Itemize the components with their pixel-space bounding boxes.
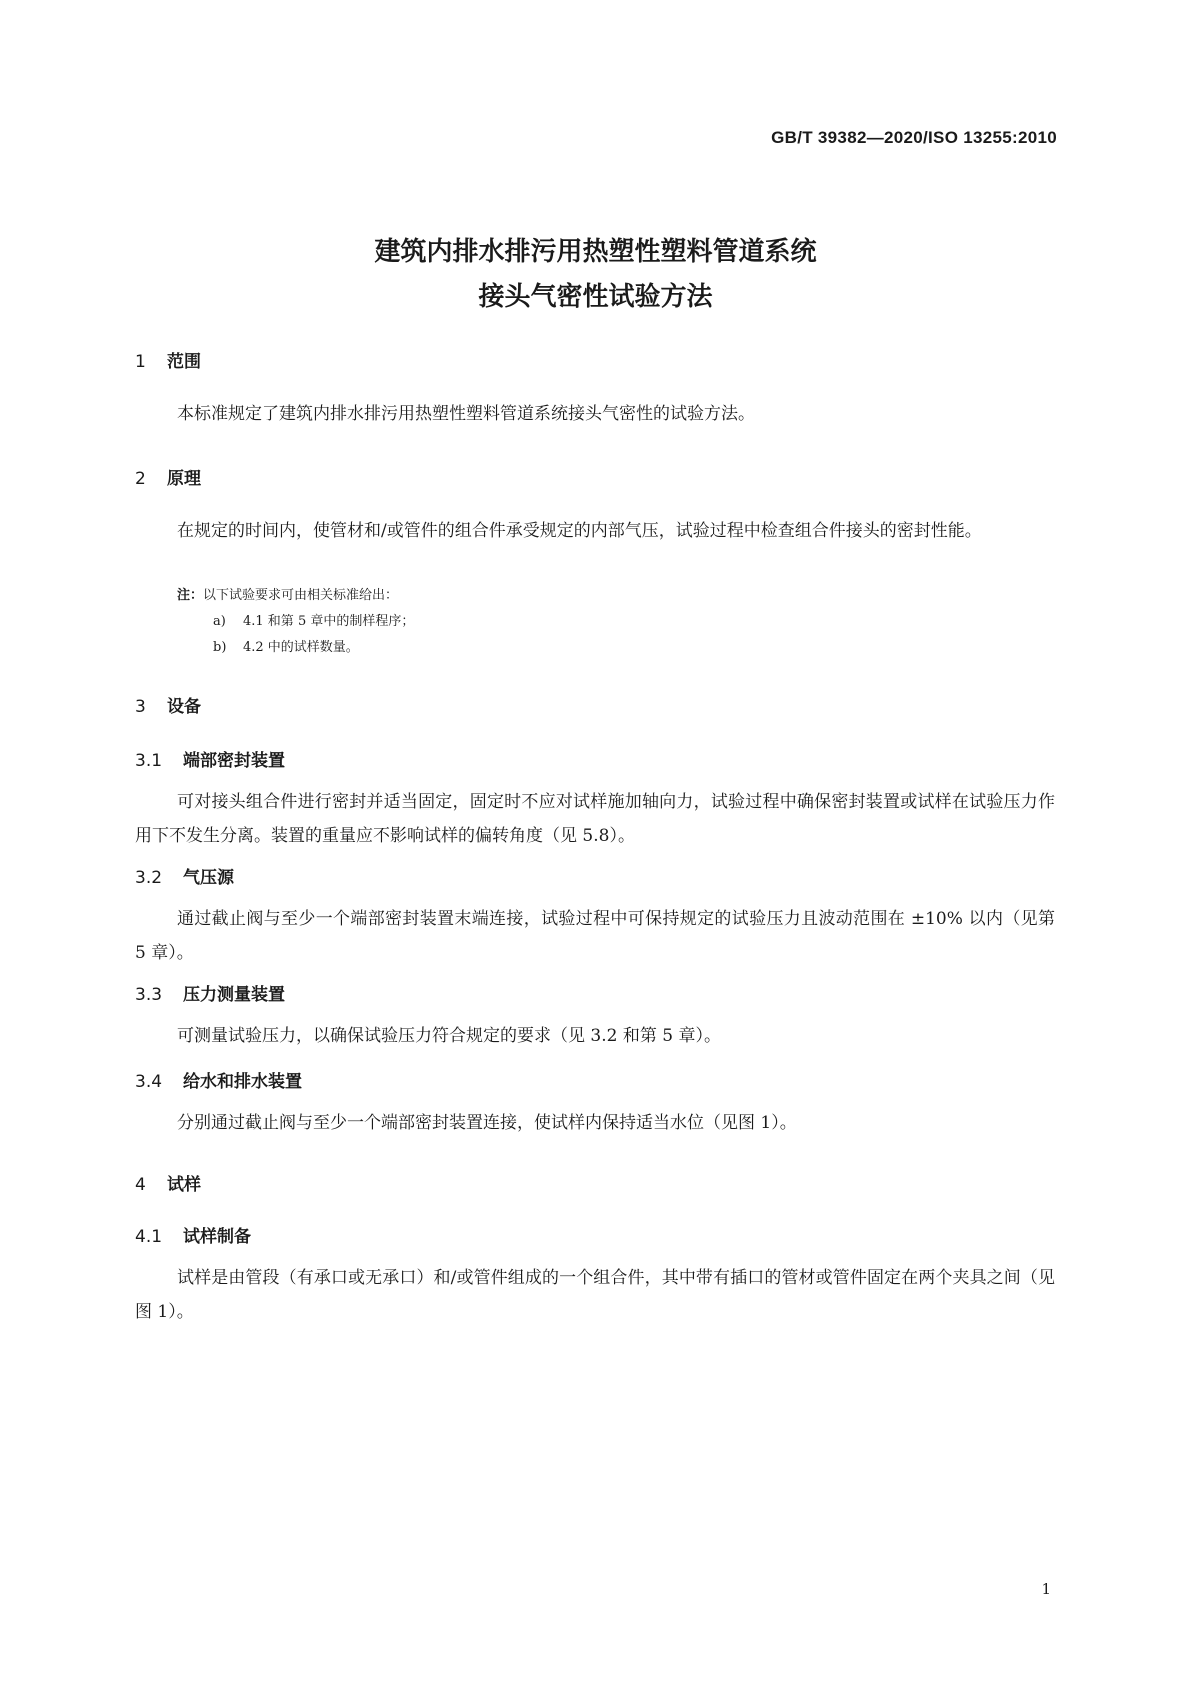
- subsection-number: 3.4: [135, 1072, 163, 1092]
- standard-code: GB/T 39382—2020/ISO 13255:2010: [771, 128, 1057, 147]
- section-number: 1: [135, 352, 146, 372]
- subsection-3-4-paragraph: 分别通过截止阀与至少一个端部密封装置连接，使试样内保持适当水位（见图 1）。: [177, 1113, 797, 1133]
- section-title: 试样: [167, 1175, 201, 1195]
- note-item-mark: b): [213, 640, 227, 655]
- section-number: 3: [135, 697, 146, 717]
- subsection-title: 试样制备: [183, 1227, 251, 1247]
- note-label: 注：: [177, 588, 204, 603]
- subsection-3-3-heading: [135, 980, 285, 1005]
- section-4-heading: [135, 1170, 201, 1195]
- section-number: 4: [135, 1175, 146, 1195]
- subsection-number: 3.3: [135, 985, 163, 1005]
- subsection-number: 4.1: [135, 1227, 163, 1247]
- document-title: [0, 230, 1191, 320]
- subsection-3-2-heading: [135, 863, 234, 888]
- subsection-4-1-paragraph: 试样是由管段（有承口或无承口）和/或管件组成的一个组合件，其中带有插口的管材或管件固定在两个夹具之间（见图 1）。: [135, 1268, 1055, 1322]
- section-title: 原理: [167, 469, 201, 489]
- title-line-1: 建筑内排水排污用热塑性塑料管道系统: [374, 237, 817, 267]
- subsection-3-2-paragraph: 通过截止阀与至少一个端部密封装置末端连接，试验过程中可保持规定的试验压力且波动范围在 ±10% 以内（见第 5 章）。: [135, 909, 1055, 963]
- note-item-text: 4.1 和第 5 章中的制样程序；: [243, 614, 415, 629]
- page-number: 1: [1041, 1580, 1051, 1598]
- note-item-text: 4.2 中的试样数量。: [243, 640, 359, 655]
- title-line-2: 接头气密性试验方法: [478, 282, 713, 312]
- note: [177, 584, 398, 603]
- section-2-heading: [135, 464, 201, 489]
- subsection-title: 气压源: [183, 868, 234, 888]
- section-title: 范围: [167, 352, 201, 372]
- subsection-3-1-heading: [135, 746, 285, 771]
- section-title: 设备: [167, 697, 201, 717]
- section-1-heading: [135, 347, 201, 372]
- subsection-title: 给水和排水装置: [183, 1072, 302, 1092]
- subsection-3-1-paragraph: 可对接头组合件进行密封并适当固定，固定时不应对试样施加轴向力，试验过程中确保密封装置或试样在试验压力作用下不发生分离。装置的重量应不影响试样的偏转角度（见 5.8）。: [135, 792, 1055, 846]
- section-number: 2: [135, 469, 146, 489]
- note-item: [213, 636, 359, 655]
- subsection-title: 端部密封装置: [183, 751, 285, 771]
- subsection-3-4-heading: [135, 1067, 302, 1092]
- subsection-number: 3.2: [135, 868, 163, 888]
- subsection-title: 压力测量装置: [183, 985, 285, 1005]
- note-item-mark: a): [213, 614, 226, 629]
- section-2-paragraph: 在规定的时间内，使管材和/或管件的组合件承受规定的内部气压，试验过程中检查组合件接头的密封性能。: [177, 521, 982, 541]
- section-3-heading: [135, 692, 201, 717]
- note-text: 以下试验要求可由相关标准给出：: [203, 588, 399, 603]
- subsection-3-3-paragraph: 可测量试验压力，以确保试验压力符合规定的要求（见 3.2 和第 5 章）。: [177, 1026, 721, 1046]
- subsection-number: 3.1: [135, 751, 163, 771]
- note-item: [213, 610, 414, 629]
- section-1-paragraph: 本标准规定了建筑内排水排污用热塑性塑料管道系统接头气密性的试验方法。: [177, 404, 755, 424]
- subsection-4-1-heading: [135, 1222, 251, 1247]
